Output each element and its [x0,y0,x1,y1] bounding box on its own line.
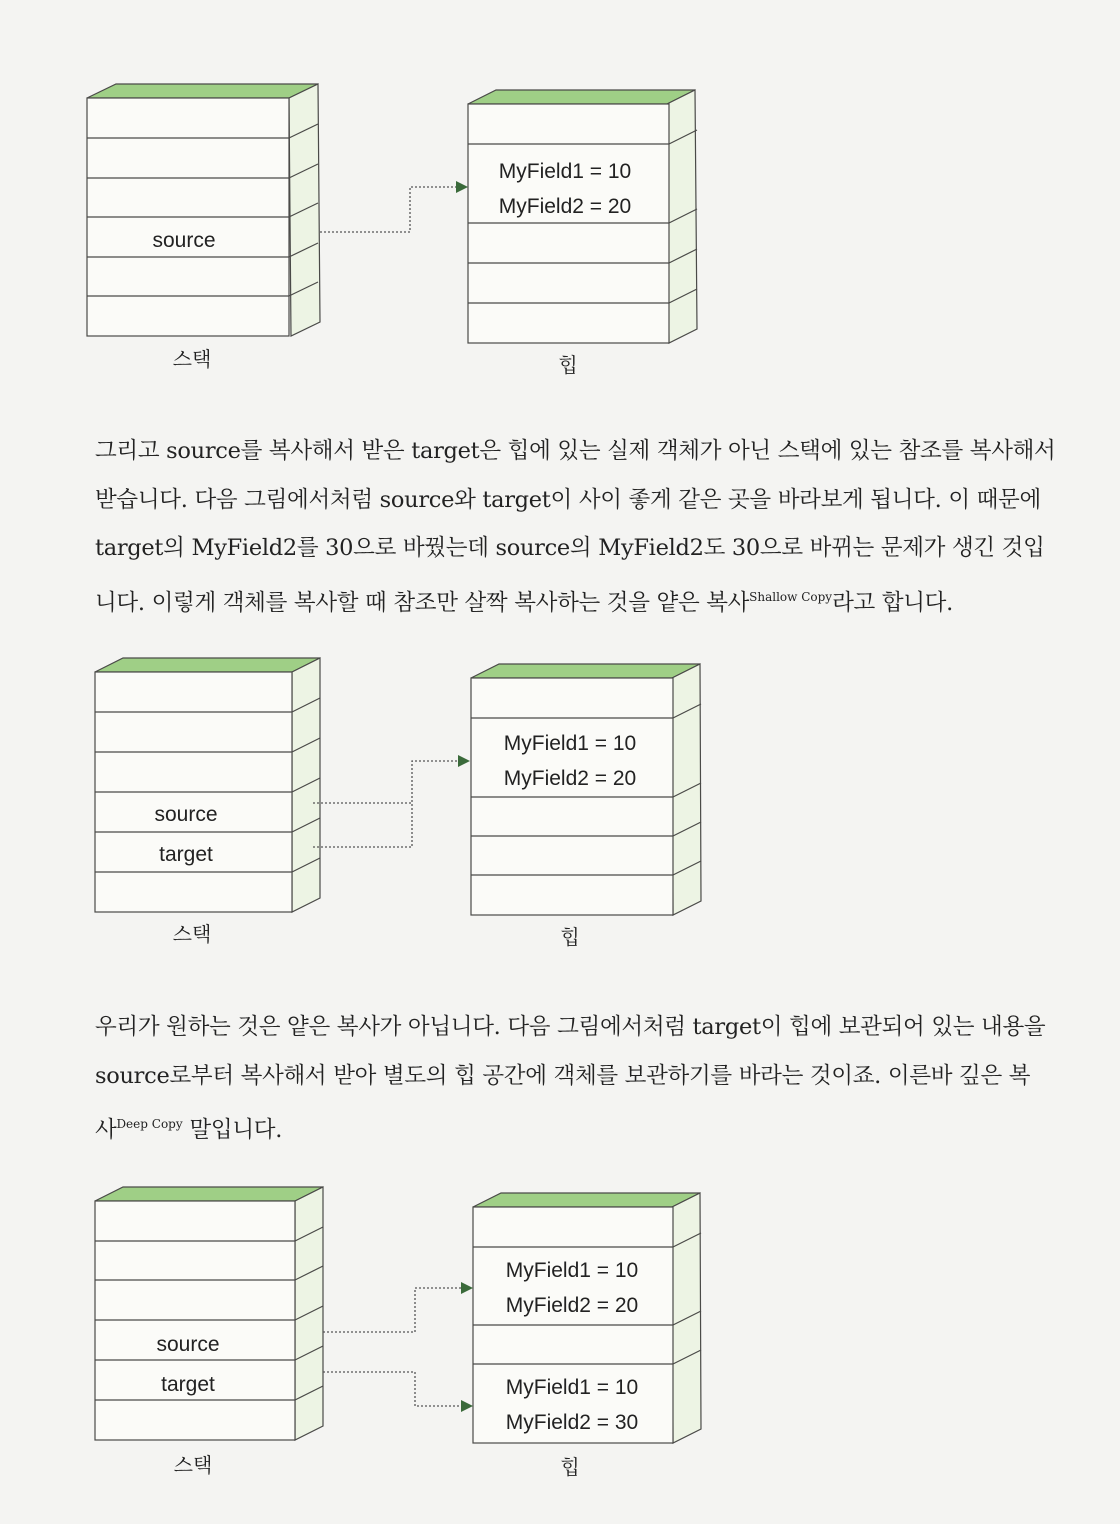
paragraph-line: 받습니다. 다음 그림에서처럼 source와 target이 사이 좋게 같은 곳을 바라보게 됩니다. 이 때문에 [95,486,1041,513]
paragraph-line [95,1100,1075,1155]
paragraph-line: source로부터 복사해서 받아 별도의 힙 공간에 객체를 보관하기를 바라는 것이죠. 이른바 깊은 복 [95,1062,1031,1089]
diagram-shallow-source-only [0,70,1120,390]
stack-slot-source: source [154,803,218,826]
paragraph-line: 우리가 원하는 것은 얕은 복사가 아닙니다. 다음 그림에서처럼 target이 힙에 보관되어 있는 내용을 [95,1014,1046,1040]
reference-arrow [320,181,468,232]
stack-box [87,84,320,336]
heap-field2: MyField2 = 20 [498,195,632,218]
heap-object-b-field1: MyField1 = 10 [505,1376,639,1399]
paragraph-deep-copy [95,1003,1075,1155]
stack-label: 스택 [172,347,212,371]
heap-box [468,90,697,343]
heap-field2: MyField2 = 20 [503,767,637,790]
english-term-superscript: Shallow Copy [749,589,833,604]
heap-object-b-field2: MyField2 = 30 [505,1411,639,1434]
reference-arrows [323,1282,473,1412]
heap-field1: MyField1 = 10 [503,732,637,755]
heap-field1: MyField1 = 10 [498,160,632,183]
heap-box [471,664,701,915]
diagram-shallow-copy [0,645,1120,955]
paragraph-line: target의 MyField2를 30으로 바꿨는데 source의 MyField2도 30으로 바뀌는 문제가 생긴 것입 [95,535,1045,561]
paragraph-shallow-copy [95,427,1075,627]
english-term-superscript: Deep Copy [116,1117,183,1131]
diagram2-svg [0,645,1120,955]
diagram1-svg [0,70,1120,390]
paragraph-text: 라고 합니다. [832,589,953,616]
paragraph-line [95,573,1075,628]
heap-label: 힙 [558,353,578,377]
heap-label: 힙 [560,925,580,949]
stack-label: 스택 [172,922,212,946]
heap-object-a-field2: MyField2 = 20 [505,1294,639,1317]
paragraph-text: 말입니다. [182,1117,283,1143]
stack-label: 스택 [173,1453,213,1477]
heap-label: 힙 [560,1455,580,1479]
paragraph-text: 니다. 이렇게 객체를 복사할 때 참조만 살짝 복사하는 것을 얕은 복사 [95,589,750,616]
stack-slot-source: source [152,229,216,252]
reference-arrows [313,755,470,847]
stack-box [95,1187,323,1440]
heap-box [473,1193,701,1443]
paragraph-line: 그리고 source를 복사해서 받은 target은 힙에 있는 실제 객체가 아닌 스택에 있는 참조를 복사해서 [95,438,1056,464]
stack-slot-target: target [159,843,213,866]
paragraph-text: 사 [95,1117,117,1143]
stack-slot-target: target [161,1373,215,1396]
stack-box [95,658,320,912]
diagram3-svg [0,1175,1120,1495]
diagram-deep-copy [0,1175,1120,1495]
heap-object-a-field1: MyField1 = 10 [505,1259,639,1282]
stack-slot-source: source [156,1333,220,1356]
